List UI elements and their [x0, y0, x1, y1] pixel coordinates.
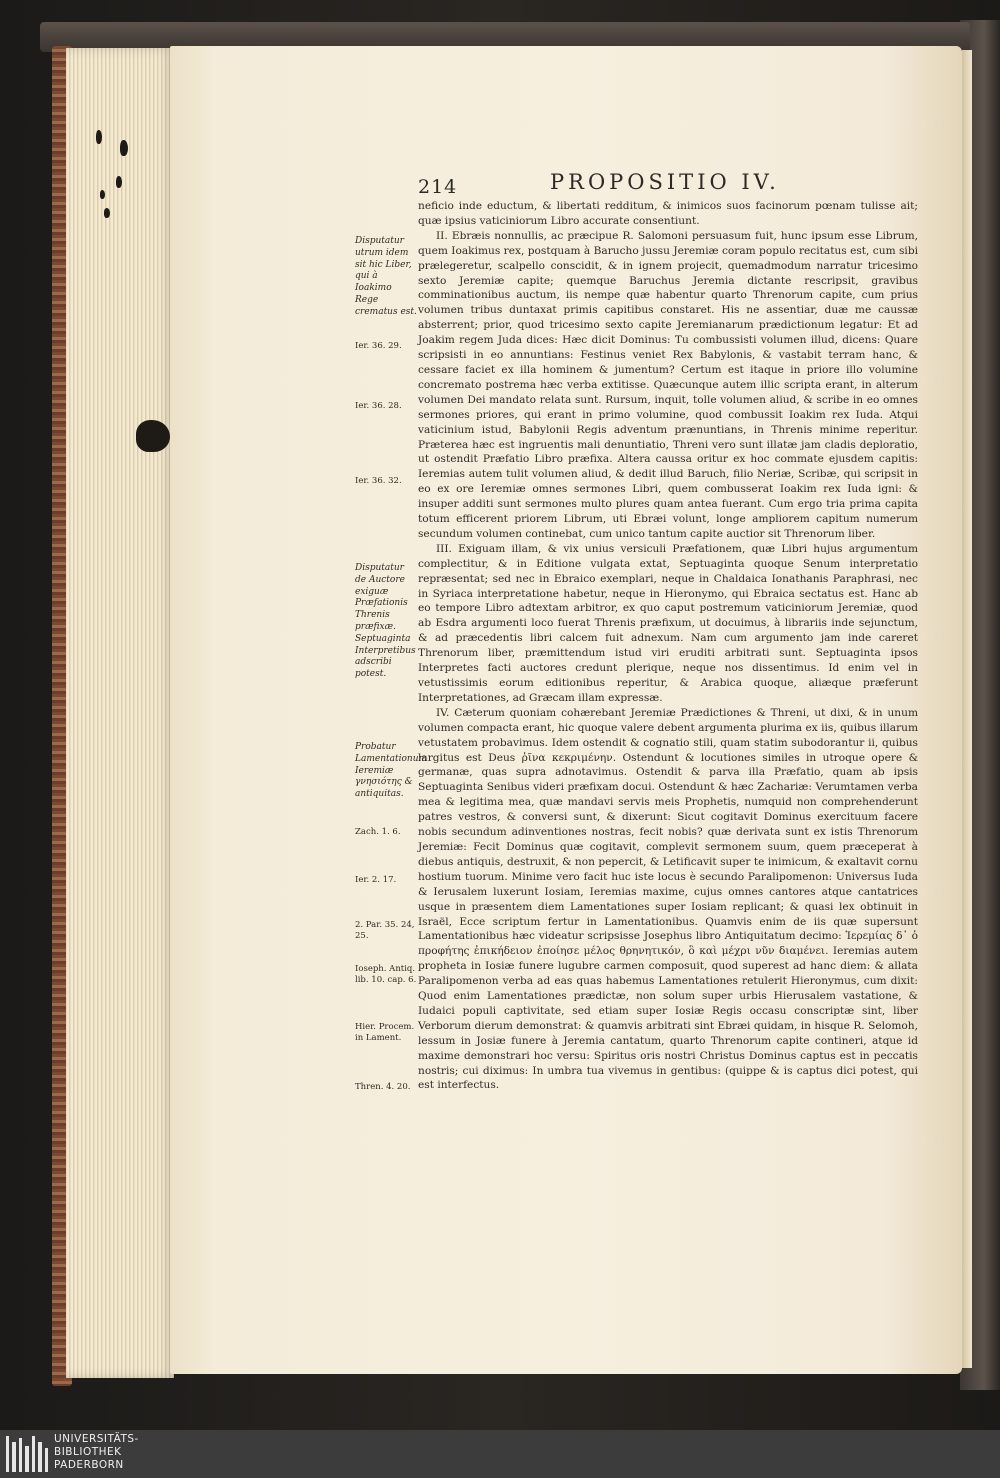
- scripture-reference: 2. Par. 35. 24, 25.: [355, 920, 415, 941]
- running-title: PROPOSITIO IV.: [550, 170, 780, 194]
- paragraph-IV: IV. Cæterum quoniam cohærebant Jeremiæ Prædictiones & Threni, ut dixi, & in unum volumen compacta erant, hic quoque valere debent argumenta plurima ex iis, quibus illarum vetustatem probavimus. Idem ostendit & cognatio stili, quam statim subodorantur ii, quibus largitus est Deus ῥῖνα κεκριμένην. Ostendunt & locutiones similes in utroque opere & germanæ, quas supra adnotavimus. Ostendit & parva illa Præfatio, quam ab ipsis Septuaginta Senibus videri præfixam docui. Ostendunt & hæc Zachariæ: Verumtamen verba mea & legitima mea, quæ mandavi servis meis Prophetis, numquid non comprehenderunt patres vestros, & conversi sunt, & dixerunt: Sicut cogitavit Dominus exercituum facere nobis secundum adinventiones nostras, fecit nobis? quæ derivata sunt ex istis Threnorum Jeremiæ: Fecit Dominus quæ cogitavit, complevit sermonem suum, quem præceperat à diebus antiquis, destruxit, & non pepercit, & Letificavit super te inimicum, & exaltavit cornu hostium tuorum. Minime vero facit huc iste locus è secundo Paralipomenon: Universus Iuda & Ierusalem luxerunt Iosiam, Ieremias maxime, cujus omnes cantores atque cantatrices usque in præsentem diem Lamentationes super Iosiam replicant; & quasi lex obtinuit in Israël, Ecce scriptum fertur in Lamentationibus. Quamvis enim de iis quæ supersunt Lamentationibus hæc videatur scripsisse Josephus libro Antiquitatum decimo: Ἱερεμίας δ᾽ ὁ προφήτης ἐπικήδειον ἐποίησε μέλος θρηνητικόν, ὃ καὶ μέχρι νῦν διαμένει. Ieremias autem propheta in Iosiæ funere lugubre carmen composuit, quod superest ad hanc diem: & allata Paralipomenon verba ad eas quas habemus Lamentationes retulerit Hieronymus, cum dixit: Quod enim Lamentationes prædictæ, non solum super urbis Hierusalem vastatione, & Iudaici populi captivitate, sed etiam super Iosiæ Regis occasu conscriptæ sint, liber Verborum dierum demonstrat: & quamvis arbitrati sint Ebræi quidam, in hisque R. Selomoh, lessum in Josiæ funere à Jeremia cantatum, quarto Threnorum capite contineri, atque id maxime demonstrari hoc versu: Spiritus oris nostri Christus Dominus captus est in peccatis nostris; cui diximus: In umbra tua vivemus in gentibus: (quippe & is captus dici potest, qui est interfectus.: [418, 706, 918, 1092]
- scripture-reference: Thren. 4. 20.: [355, 1082, 411, 1092]
- page-number: 214: [418, 176, 458, 198]
- scripture-reference: Ioseph. Antiq. lib. 10. cap. 6.: [355, 964, 417, 985]
- paragraph-III: III. Exiguam illam, & vix unius versiculi Præfationem, quæ Libri hujus argumentum complectitur, & in Editione vulgata extat, Septuaginta quoque Senum interpretatio repræsentat; sed nec in Ebraico exemplari, neque in Chaldaica Ionathanis Paraphrasi, nec in Syriaca interpretatione habetur, neque in Hieronymo, qui Ebraica sectatus est. Hanc ab eo tempore Libro adtextam arbitror, ex quo caput postremum vaticiniorum Jeremiæ, quod ab Esdra argumenti loco fuerat Threnis præfixum, ut docuimus, à librariis inde sejunctum, & ad præcedentis libri calcem fuit adnexum. Nam cum argumento jam inde careret Threnorum liber, præmittendum istud viri eruditi arbitrati sunt. Septuaginta ipsos Interpretes facti auctores credunt plerique, neque nos dissentimus. Id enim vel in vetustissimis eorum editionibus reperitur, & Arabica quoque, aliæque præferunt Interpretationes, ad Græcam illam expressæ.: [418, 542, 918, 704]
- ink-stain: [100, 190, 105, 199]
- scripture-reference: Ier. 36. 28.: [355, 401, 402, 411]
- library-footer: [0, 1430, 1000, 1478]
- margin-note: Disputatur de Auctore exiguæ Præfationis Threnis præfixæ. Septuaginta Interpretibus adscribi potest.: [355, 563, 416, 680]
- paragraph-II: II. Ebræis nonnullis, ac præcipue R. Salomoni persuasum fuit, hunc ipsum esse Librum, quem Ioakimus rex, postquam à Barucho jussu Jeremiæ coram populo recitatus est, cum sibi prælegeretur, scalpello conscidit, & in ignem projecit, quemadmodum narratur tricesimo sexto Jeremiæ capite; quemque Baruchus Jeremia dictante rescripsit, gravibus comminationibus auctum, iis nempe quæ habentur quarto Threnorum capite, cum prius volumen tribus duntaxat primis capitibus constaret. His ne assentiar, duæ me caussæ absterrent; prior, quod tricesimo sexto capite Jeremianarum prædictionum legatur: Et ad Joakim regem Juda dices: Hæc dicit Dominus: Tu combussisti volumen illud, dicens: Quare scripsisti in eo annuntians: Festinus veniet Rex Babylonis, & vastabit terram hanc, & cessare faciet ex illa hominem & jumentum? Certum est itaque in priore illo volumine concremato postrema hæc verba extitisse. Quæcunque autem illic scripta erant, in alterum volumen Dei mandato relata sunt. Rursum, inquit, tolle volumen aliud, & scribe in eo omnes sermones priores, qui erant in primo volumine, quod combussit Ioakim rex Iuda. Atqui vaticinium istud, Babylonii Regis adventum prænuntians, in Threnis minime reperitur. Præterea hæc est ingruentis mali denuntiatio, Threni vero sunt illatæ jam cladis deploratio, ut ostendit Præfatio Libro præfixa. Altera caussa oritur ex hoc commate ejusdem capitis: Ieremias autem tulit volumen aliud, & dedit illud Baruch, filio Neriæ, Scribæ, qui scripsit in eo ex ore Ieremiæ omnes sermones Libri, quem combusserat Ioakim rex Iuda igni: & insuper additi sunt sermones multo plures quam antea fuerant. Cum ergo tria prima capita totum efficerent priorem Librum, uti Ebræi volunt, longe ampliorem capitum numerum secundum volumen continebat, cum unico tantum capite auctior sit Threnorum liber.: [418, 229, 918, 540]
- scripture-reference: Ier. 2. 17.: [355, 875, 397, 885]
- page-fore-edge: [66, 48, 174, 1378]
- next-page-edge: [962, 50, 972, 1368]
- ink-stain: [116, 176, 122, 188]
- paragraph-continuation: neficio inde eductum, & libertati redditum, & inimicos suos facinorum pœnam tulisse ait; quæ ipsius vaticiniorum Libro accurate consentiunt.: [418, 200, 918, 227]
- scripture-reference: Ier. 36. 29.: [355, 341, 402, 351]
- scripture-reference: Hier. Procem. in Lament.: [355, 1022, 415, 1043]
- ink-stain: [120, 140, 128, 156]
- margin-note: Probatur Lamentationum Ieremiæ γνησιότης & antiquitas.: [355, 742, 428, 800]
- ink-stain: [96, 130, 102, 144]
- scripture-reference: Ier. 36. 32.: [355, 476, 402, 486]
- library-name: UNIVERSITÄTS- BIBLIOTHEK PADERBORN: [54, 1433, 139, 1471]
- main-text: [418, 199, 918, 1093]
- library-logo-icon: [6, 1436, 48, 1472]
- scripture-reference: Zach. 1. 6.: [355, 827, 401, 837]
- margin-note: Disputatur utrum idem sit hic Liber, qui à Ioakimo Rege crematus est.: [355, 236, 417, 317]
- ink-stain: [136, 420, 170, 452]
- ink-stain: [104, 208, 110, 218]
